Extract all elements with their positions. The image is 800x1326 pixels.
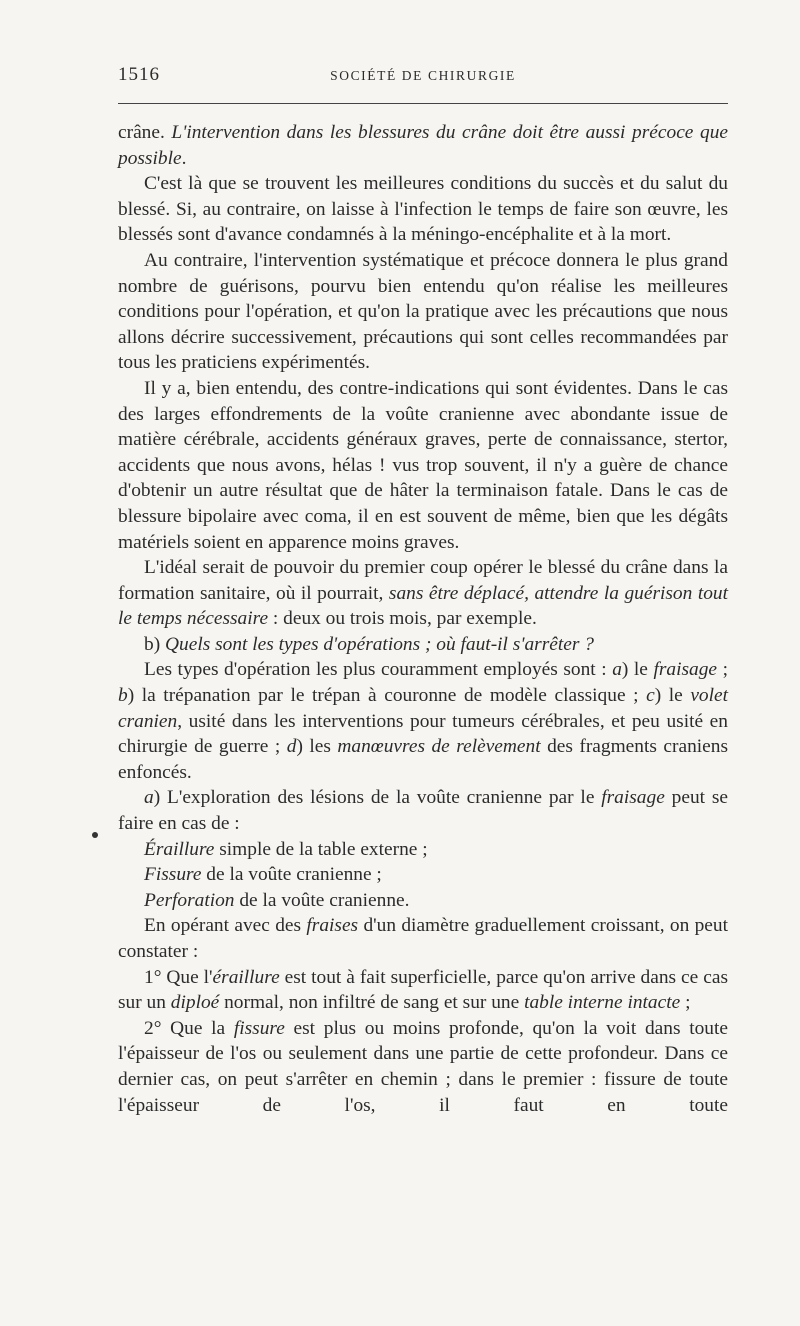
text-run: ) le (654, 685, 691, 707)
paragraph (118, 632, 728, 658)
paragraph (118, 862, 728, 888)
paragraph (118, 171, 728, 248)
italic-text: d (286, 736, 297, 758)
text-run: b) (144, 633, 166, 655)
page-header (118, 64, 728, 88)
text-run: . (181, 147, 187, 169)
text-run: d'un diamètre graduellement croissant, on peut constater : (118, 915, 728, 962)
paragraph (118, 555, 728, 632)
italic-text: diploé (170, 992, 220, 1014)
paragraph (118, 888, 728, 914)
text-run: de la voûte cranienne ; (201, 864, 382, 886)
text-run: peut se faire en cas de : (118, 787, 728, 835)
paragraph (118, 376, 728, 555)
text-run: Les types d'opération les plus couramment employés sont : (144, 659, 613, 681)
italic-text: Quels sont les types d'opérations ; où faut-il s'arrêter ? (165, 633, 594, 655)
text-run: ; (680, 992, 691, 1014)
italic-text: a (144, 787, 154, 809)
page-number: 1516 (118, 64, 160, 85)
italic-text: Perforation (144, 889, 235, 911)
text-run: est tout à fait superficielle, parce qu'on arrive dans ce cas sur un (118, 966, 728, 1014)
text-run: : deux ou trois mois, par exemple. (268, 608, 537, 630)
italic-text: Éraillure (144, 838, 215, 860)
text-run: crâne. (118, 122, 172, 143)
text-run: ) le (621, 659, 654, 681)
italic-text: fraises (306, 915, 359, 937)
italic-text: fraisage (653, 659, 718, 681)
text-run: 1° Que l' (144, 966, 213, 988)
text-run: ) les (296, 736, 338, 758)
paragraph (118, 785, 728, 836)
margin-mark (92, 832, 98, 838)
text-run: Au contraire, l'intervention systématique et précoce donnera le plus grand nombre de guérisons, pourvu bien entendu qu'on réalise les meilleures conditions pour l'opération, et qu'on la pratique avec les précautions que nous allons décrire successivement, précautions qui sont celles recommandées par tous les praticiens expérimentés. (118, 249, 728, 374)
italic-text: Fissure (144, 864, 202, 886)
italic-text: a (612, 659, 622, 681)
italic-text: éraillure (212, 966, 280, 988)
paragraph (118, 965, 728, 1016)
text-run: des fragments craniens enfoncés. (118, 736, 728, 783)
italic-text: volet cranien (118, 685, 728, 732)
text-run: En opérant avec des (144, 915, 307, 937)
paragraph (118, 120, 728, 171)
text-run: 2° Que la (144, 1017, 234, 1039)
header-rule (118, 103, 728, 104)
italic-text: c (646, 685, 655, 707)
paragraph (118, 248, 728, 376)
italic-text: sans être déplacé, attendre la guérison tout le temps nécessaire (118, 582, 728, 630)
body-text (118, 120, 728, 1118)
italic-text: fissure (233, 1017, 285, 1039)
text-run: est plus ou moins profonde, qu'on la voit dans toute l'épaisseur de l'os ou seulement dans une partie de cette profondeur. Dans ce dernier cas, on peut s'arrêter en chemin ; dans le premier : fissure de toute l'épaisseur de l'os, il faut en toute (118, 1017, 728, 1116)
paragraph (118, 837, 728, 863)
paragraph (118, 657, 728, 785)
text-run: Il y a, bien entendu, des contre-indications qui sont évidentes. Dans le cas des larges effondrements de la voûte cranienne avec abondante issue de matière cérébrale, accidents généraux graves, perte de connaissance, stertor, accidents que nous avons, hélas ! vus trop souvent, il n'y a guère de chance d'obtenir un autre résultat que de hâter la terminaison fatale. Dans le cas de blessure bipolaire avec coma, il en est souvent de même, bien que les dégâts matériels soient en apparence moins graves. (118, 377, 728, 553)
italic-text: fraisage (601, 787, 665, 809)
paragraph (118, 913, 728, 964)
running-head: SOCIÉTÉ DE CHIRURGIE (330, 68, 516, 83)
text-run: ) la trépanation par le trépan à couronne de modèle classique ; (127, 685, 647, 707)
italic-text: L'intervention dans les blessures du crâne doit être aussi précoce que possible (118, 122, 729, 169)
paragraph (118, 1016, 728, 1118)
text-run: , usité dans les interventions pour tumeurs cérébrales, et peu usité en chirurgie de guerre ; (118, 710, 728, 758)
italic-text: manœuvres de relèvement (337, 736, 541, 758)
italic-text: b (118, 685, 128, 707)
text-run: C'est là que se trouvent les meilleures conditions du succès et du salut du blessé. Si, au contraire, on laisse à l'infection le temps de faire son œuvre, les blessés sont d'avance condamnés à la méningo-encéphalite et à la mort. (118, 173, 728, 246)
text-run: ; (717, 659, 728, 681)
text-run: ) L'exploration des lésions de la voûte cranienne par le (153, 787, 602, 809)
text-run: L'idéal serait de pouvoir du premier coup opérer le blessé du crâne dans la formation sanitaire, où il pourrait, (118, 557, 728, 604)
italic-text: table interne intacte (524, 992, 681, 1014)
text-run: normal, non infiltré de sang et sur une (219, 992, 525, 1014)
text-run: simple de la table externe ; (214, 838, 428, 860)
text-run: de la voûte cranienne. (234, 889, 410, 911)
